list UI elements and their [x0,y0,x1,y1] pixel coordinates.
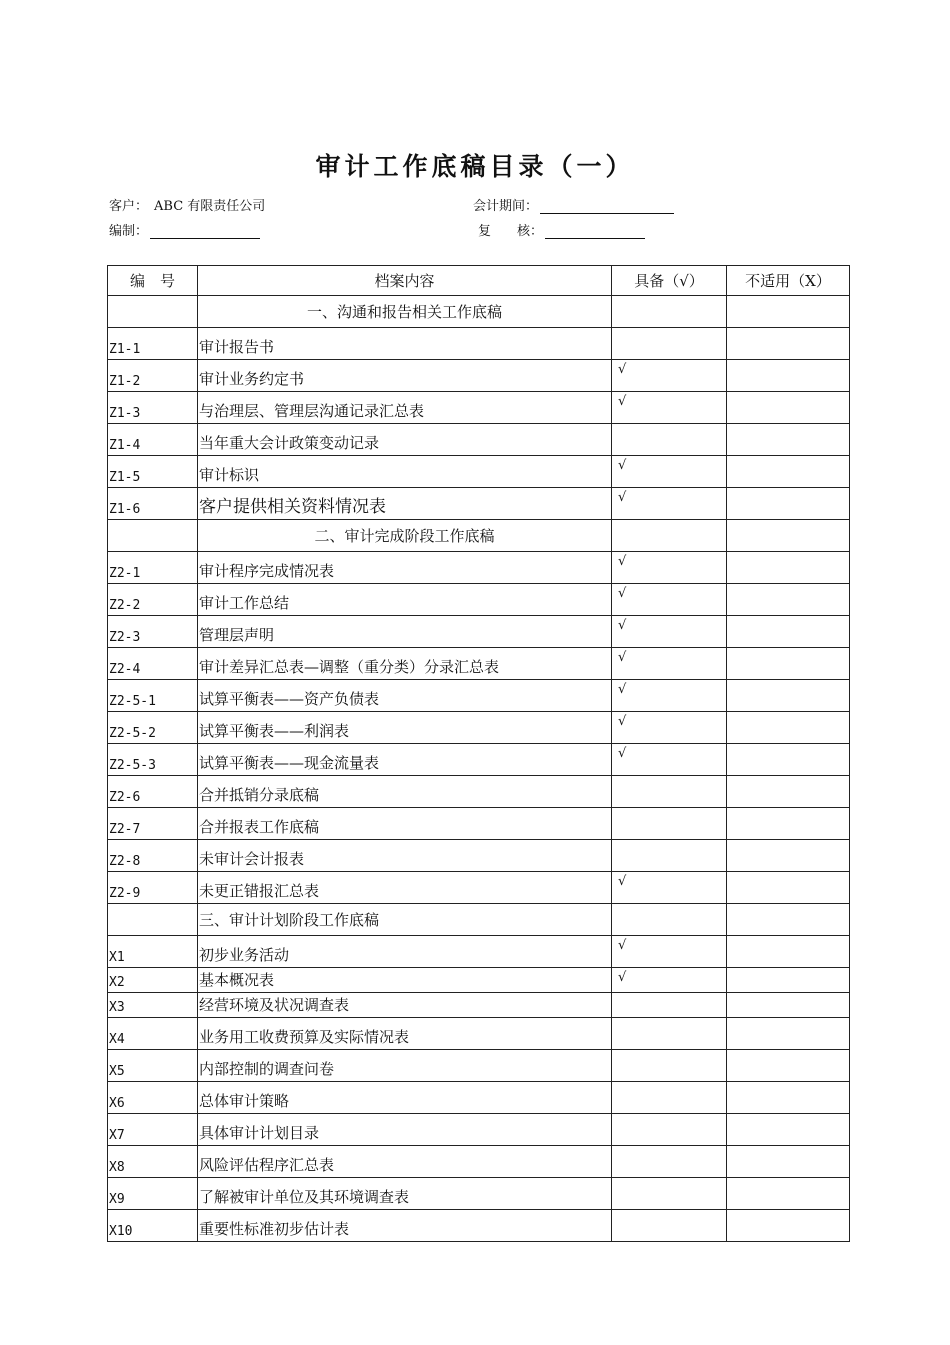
table-row [108,392,850,424]
available-checkmark[interactable]: √ [612,616,727,648]
row-code: Z2-5-1 [108,680,198,712]
available-checkmark[interactable] [612,808,727,840]
row-content: 具体审计计划目录 [198,1114,612,1146]
available-checkmark[interactable] [612,296,727,328]
row-content: 管理层声明 [198,616,612,648]
row-code [108,296,198,328]
table-row [108,776,850,808]
reviewer-field [478,220,645,239]
row-code: Z2-2 [108,584,198,616]
not-applicable-mark[interactable] [727,1082,850,1114]
table-row [108,872,850,904]
not-applicable-mark[interactable] [727,808,850,840]
table-row [108,360,850,392]
available-checkmark[interactable]: √ [612,488,727,520]
row-content: 基本概况表 [198,968,612,993]
row-content: 审计差异汇总表—调整（重分类）分录汇总表 [198,648,612,680]
header-available: 具备（√） [612,266,727,296]
preparer-label: 编制： [109,224,149,239]
row-code: X4 [108,1018,198,1050]
available-checkmark[interactable] [612,1146,727,1178]
table-row [108,1178,850,1210]
not-applicable-mark[interactable] [727,712,850,744]
row-content: 业务用工收费预算及实际情况表 [198,1018,612,1050]
available-checkmark[interactable] [612,776,727,808]
available-checkmark[interactable]: √ [612,392,727,424]
row-code: Z2-7 [108,808,198,840]
table-row [108,1018,850,1050]
row-content: 审计标识 [198,456,612,488]
not-applicable-mark[interactable] [727,1146,850,1178]
reviewer-label: 复 核： [478,224,544,239]
table-row [108,680,850,712]
not-applicable-mark[interactable] [727,1114,850,1146]
row-content: 试算平衡表——资产负债表 [198,680,612,712]
row-code: Z1-4 [108,424,198,456]
row-content: 未更正错报汇总表 [198,872,612,904]
row-content: 内部控制的调查问卷 [198,1050,612,1082]
row-code [108,520,198,552]
row-code: Z2-1 [108,552,198,584]
not-applicable-mark[interactable] [727,776,850,808]
row-content: 合并抵销分录底稿 [198,776,612,808]
not-applicable-mark[interactable] [727,424,850,456]
available-checkmark[interactable]: √ [612,584,727,616]
row-content: 审计程序完成情况表 [198,552,612,584]
table-row [108,488,850,520]
row-content: 审计工作总结 [198,584,612,616]
row-content: 初步业务活动 [198,936,612,968]
row-content: 总体审计策略 [198,1082,612,1114]
available-checkmark[interactable] [612,904,727,936]
row-code: X5 [108,1050,198,1082]
section-title: 二、审计完成阶段工作底稿 [198,520,612,552]
available-checkmark[interactable]: √ [612,936,727,968]
available-checkmark[interactable] [612,520,727,552]
not-applicable-mark[interactable] [727,456,850,488]
not-applicable-mark[interactable] [727,1018,850,1050]
row-content: 了解被审计单位及其环境调查表 [198,1178,612,1210]
not-applicable-mark[interactable] [727,904,850,936]
row-code: X7 [108,1114,198,1146]
available-checkmark[interactable] [612,993,727,1018]
row-content: 审计报告书 [198,328,612,360]
reviewer-input-line[interactable] [545,224,645,239]
not-applicable-mark[interactable] [727,680,850,712]
header-na: 不适用（X） [727,266,850,296]
not-applicable-mark[interactable] [727,584,850,616]
row-content: 重要性标准初步估计表 [198,1210,612,1242]
table-row [108,1114,850,1146]
table-row [108,1146,850,1178]
available-checkmark[interactable] [612,1082,727,1114]
available-checkmark[interactable] [612,840,727,872]
available-checkmark[interactable]: √ [612,648,727,680]
client-label: 客户： [109,199,149,214]
table-row [108,648,850,680]
table-row [108,328,850,360]
table-row [108,1050,850,1082]
available-checkmark[interactable]: √ [612,552,727,584]
row-code: X10 [108,1210,198,1242]
not-applicable-mark[interactable] [727,993,850,1018]
row-content: 与治理层、管理层沟通记录汇总表 [198,392,612,424]
available-checkmark[interactable]: √ [612,360,727,392]
preparer-field [109,220,260,239]
not-applicable-mark[interactable] [727,488,850,520]
section-row [108,296,850,328]
row-code: X1 [108,936,198,968]
row-content: 审计业务约定书 [198,360,612,392]
row-code: Z1-3 [108,392,198,424]
available-checkmark[interactable]: √ [612,872,727,904]
section-title: 三、审计计划阶段工作底稿 [198,904,612,936]
not-applicable-mark[interactable] [727,552,850,584]
available-checkmark[interactable]: √ [612,744,727,776]
table-row [108,712,850,744]
row-code: Z2-4 [108,648,198,680]
not-applicable-mark[interactable] [727,872,850,904]
available-checkmark[interactable] [612,328,727,360]
available-checkmark[interactable] [612,1210,727,1242]
table-row [108,1210,850,1242]
row-content: 试算平衡表——现金流量表 [198,744,612,776]
available-checkmark[interactable] [612,1114,727,1146]
row-code: Z2-3 [108,616,198,648]
workpaper-index-table [107,265,850,1242]
not-applicable-mark[interactable] [727,616,850,648]
row-code: Z2-5-3 [108,744,198,776]
table-row [108,840,850,872]
not-applicable-mark[interactable] [727,1050,850,1082]
table-row [108,552,850,584]
table-row [108,584,850,616]
row-code [108,904,198,936]
header-code: 编 号 [108,266,198,296]
row-code: X6 [108,1082,198,1114]
period-field [473,195,674,214]
section-row [108,520,850,552]
not-applicable-mark[interactable] [727,360,850,392]
not-applicable-mark[interactable] [727,520,850,552]
not-applicable-mark[interactable] [727,744,850,776]
available-checkmark[interactable]: √ [612,712,727,744]
row-code: X3 [108,993,198,1018]
table-row [108,808,850,840]
row-code: Z2-8 [108,840,198,872]
row-code: X2 [108,968,198,993]
available-checkmark[interactable] [612,1018,727,1050]
row-content: 风险评估程序汇总表 [198,1146,612,1178]
available-checkmark[interactable]: √ [612,968,727,993]
available-checkmark[interactable]: √ [612,680,727,712]
row-content: 经营环境及状况调查表 [198,993,612,1018]
period-input-line[interactable] [540,199,674,214]
available-checkmark[interactable] [612,424,727,456]
table-row [108,456,850,488]
period-label: 会计期间： [473,199,539,214]
not-applicable-mark[interactable] [727,968,850,993]
section-title: 一、沟通和报告相关工作底稿 [198,296,612,328]
row-content: 试算平衡表——利润表 [198,712,612,744]
preparer-input-line[interactable] [150,224,260,239]
available-checkmark[interactable] [612,1050,727,1082]
row-code: Z1-5 [108,456,198,488]
table-row [108,993,850,1018]
row-code: X9 [108,1178,198,1210]
not-applicable-mark[interactable] [727,1178,850,1210]
not-applicable-mark[interactable] [727,648,850,680]
row-content: 合并报表工作底稿 [198,808,612,840]
not-applicable-mark[interactable] [727,840,850,872]
not-applicable-mark[interactable] [727,296,850,328]
not-applicable-mark[interactable] [727,1210,850,1242]
row-code: X8 [108,1146,198,1178]
available-checkmark[interactable]: √ [612,456,727,488]
table-row [108,1082,850,1114]
client-value: ABC 有限责任公司 [154,199,266,214]
row-code: Z2-9 [108,872,198,904]
table-row [108,616,850,648]
table-row [108,936,850,968]
header-content: 档案内容 [198,266,612,296]
section-row [108,904,850,936]
not-applicable-mark[interactable] [727,392,850,424]
row-content: 当年重大会计政策变动记录 [198,424,612,456]
row-code: Z2-6 [108,776,198,808]
not-applicable-mark[interactable] [727,328,850,360]
client-field [109,195,265,214]
row-code: Z1-6 [108,488,198,520]
available-checkmark[interactable] [612,1178,727,1210]
table-row [108,968,850,993]
row-content: 客户提供相关资料情况表 [198,488,612,520]
not-applicable-mark[interactable] [727,936,850,968]
row-content: 未审计会计报表 [198,840,612,872]
table-row [108,744,850,776]
row-code: Z1-1 [108,328,198,360]
table-header-row [108,266,850,296]
row-code: Z1-2 [108,360,198,392]
row-code: Z2-5-2 [108,712,198,744]
table-row [108,424,850,456]
document-title: 审计工作底稿目录（一） [315,152,635,181]
